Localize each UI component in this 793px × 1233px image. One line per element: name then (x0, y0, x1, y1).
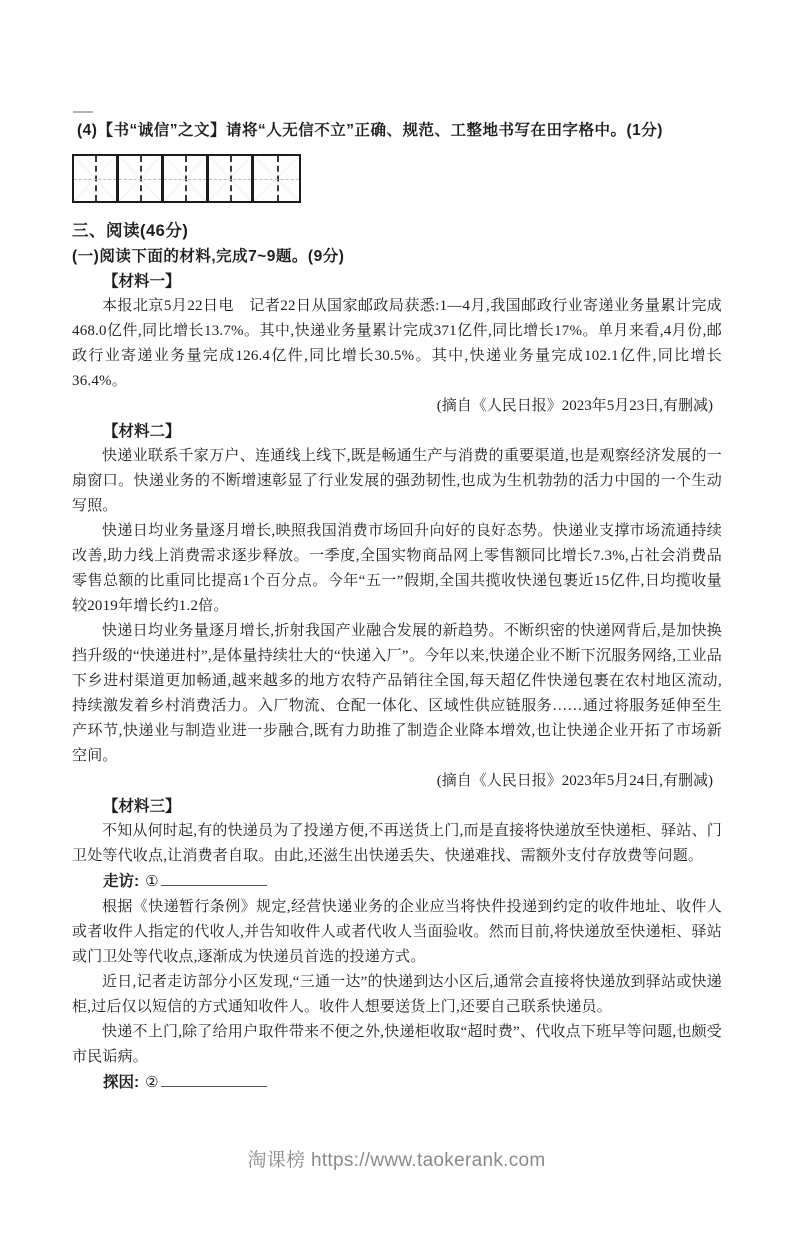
character-writing-grid (72, 154, 301, 203)
exam-page (0, 111, 793, 1233)
grid-cell (164, 156, 209, 201)
visit-label: 走访: (103, 873, 140, 890)
visit-circled-number: ① (145, 874, 159, 890)
stray-dash-mark (73, 111, 93, 113)
grid-cell (74, 156, 119, 201)
footer-watermark: 淘课榜 https://www.taokerank.com (247, 1150, 546, 1171)
cause-circled-number: ② (145, 1075, 159, 1091)
visit-answer-blank (161, 873, 267, 886)
material-2-paragraph-1: 快递业联系千家万户、连通线上线下,既是畅通生产与消费的重要渠道,也是观察经济发展的一扇窗口。快递业务的不断增速彰显了行业发展的强劲韧性,也成为生机勃勃的活力中国的一个生动写照。 (72, 448, 722, 514)
material-2-paragraph-2: 快递日均业务量逐月增长,映照我国消费市场回升向好的良好态势。快递业支撑市场流通持续改善,助力线上消费需求逐步释放。一季度,全国实物商品网上零售额同比增长7.3%,占社会消费品零售总额的比重同比提高1个百分点。今年“五一”假期,全国共揽收快递包裹近15亿件,日均揽收量较2019年增长约1.2倍。 (72, 523, 722, 614)
material-2-label: 【材料二】 (103, 423, 181, 440)
section-3-heading: 三、阅读(46分) (72, 222, 189, 240)
material-2-paragraph-3: 快递日均业务量逐月增长,折射我国产业融合发展的新趋势。不断织密的快递网背后,是加快换挡升级的“快递进村”,是体量持续壮大的“快递入厂”。今年以来,快递企业不断下沉服务网络,工业品下乡进村渠道更加畅通,越来越多的地方农特产品销往全国,每天超亿件快递包裹在农村地区流动,持续激发着乡村消费活力。入厂物流、仓配一体化、区域性供应链服务……通过将服务延伸至生产环节,快递业与制造业进一步融合,既有力助推了制造企业降本增效,也让快递企业开拓了市场新空间。 (72, 623, 722, 764)
cause-label: 探因: (103, 1074, 140, 1091)
material-3-label: 【材料三】 (103, 798, 181, 815)
part-1-heading: (一)阅读下面的材料,完成7~9题。(9分) (72, 248, 345, 265)
material-1-paragraph: 本报北京5月22日电 记者22日从国家邮政局获悉:1—4月,我国邮政行业寄递业务量累计完成468.0亿件,同比增长13.7%。其中,快递业务量累计完成371亿件,同比增长17%。单月来看,4月份,邮政行业寄递业务量完成126.4亿件,同比增长30.5%。其中,快递业务量完成102.1亿件,同比增长36.4%。 (72, 298, 722, 389)
grid-cell (209, 156, 254, 201)
material-2-source: (摘自《人民日报》2023年5月24日,有删减) (436, 773, 713, 789)
visit-blank-line (72, 869, 722, 895)
material-1-source: (摘自《人民日报》2023年5月23日,有删减) (436, 398, 713, 414)
cause-blank-line (72, 1070, 722, 1096)
material-3-paragraph-1: 不知从何时起,有的快递员为了投递方便,不再送货上门,而是直接将快递放至快递柜、驿站、门卫处等代收点,让消费者自取。由此,还滋生出快递丢失、快递难找、需额外支付存放费等问题。 (72, 823, 722, 864)
grid-cell (119, 156, 164, 201)
material-1-label: 【材料一】 (103, 273, 181, 290)
material-3-paragraph-2: 根据《快递暂行条例》规定,经营快递业务的企业应当将快件投递到约定的收件地址、收件人或者收件人指定的代收人,并告知收件人或者代收人当面验收。然而目前,将快递放至快递柜、驿站或门卫处等代收点,逐渐成为快递员首选的投递方式。 (72, 899, 722, 965)
material-3-paragraph-4: 快递不上门,除了给用户取件带来不便之外,快递柜收取“超时费”、代收点下班早等问题,也颇受市民诟病。 (72, 1024, 722, 1065)
grid-cell (254, 156, 299, 201)
material-3-paragraph-3: 近日,记者走访部分小区发现,“三通一达”的快递到达小区后,通常会直接将快递放到驿站或快递柜,过后仅以短信的方式通知收件人。收件人想要送货上门,还要自己联系快递员。 (72, 974, 722, 1015)
question-4-stem: (4)【书“诚信”之文】请将“人无信不立”正确、规范、工整地书写在田字格中。(1分) (77, 122, 663, 139)
page-content (0, 111, 793, 1096)
cause-answer-blank (161, 1074, 267, 1087)
